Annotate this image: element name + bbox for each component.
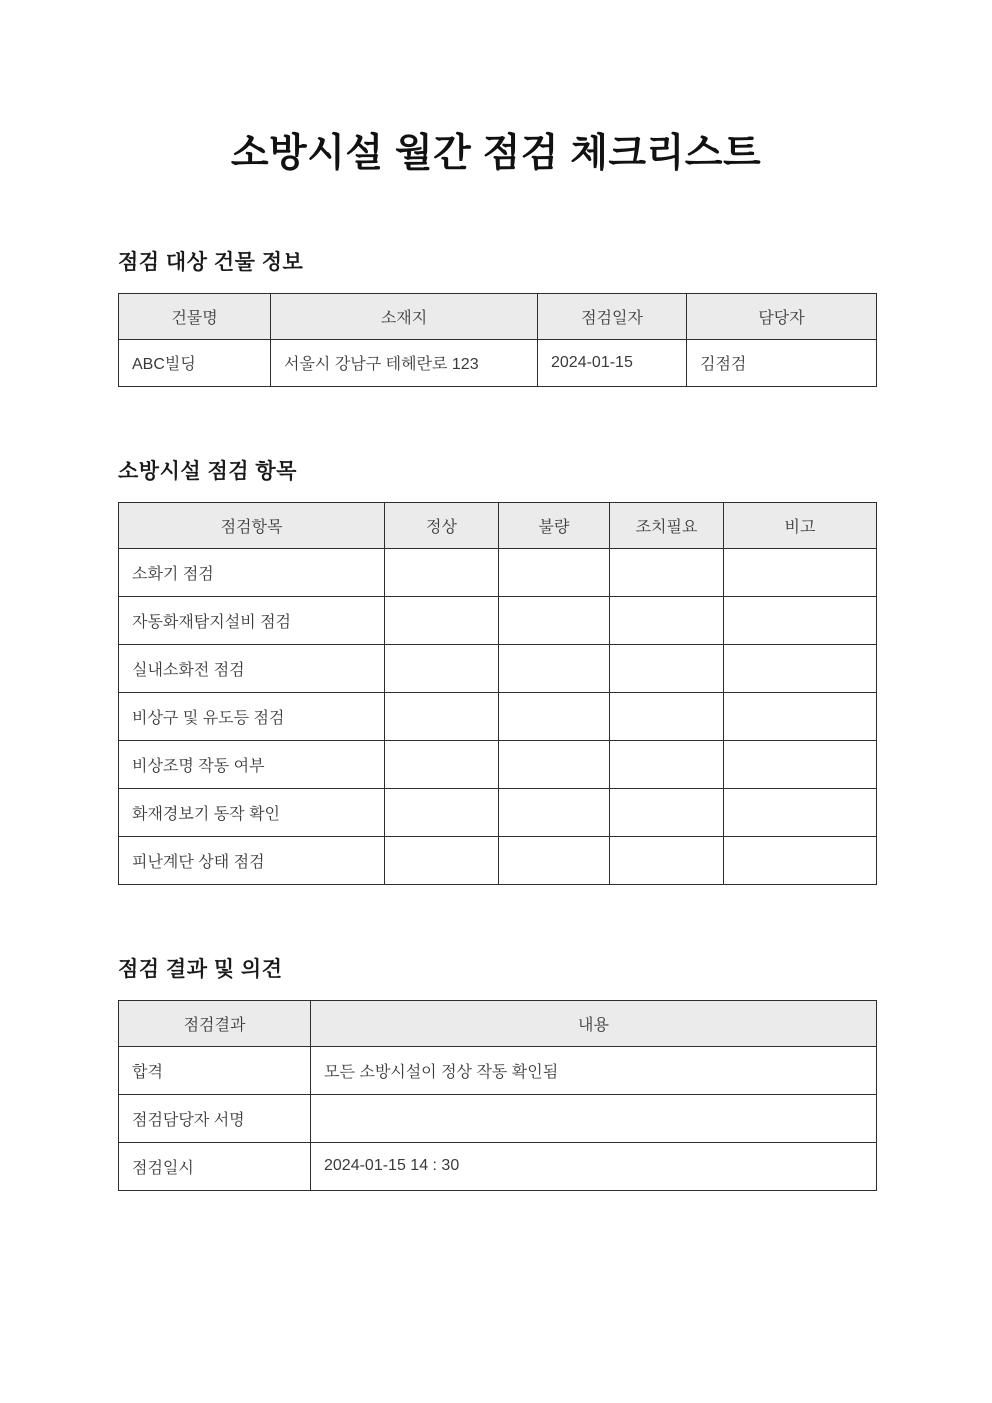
building-info-table-header (119, 293, 877, 339)
table-row (119, 644, 877, 692)
table-row (119, 836, 877, 884)
section-heading-inspection-result: 점검 결과 및 의견 (118, 957, 283, 981)
table-cell (499, 548, 610, 596)
column-header: 조치필요 (610, 502, 724, 548)
header-row (119, 293, 877, 339)
table-cell (610, 596, 724, 644)
table-cell (499, 596, 610, 644)
column-header: 점검항목 (119, 502, 385, 548)
table-cell: 피난계단 상태 점검 (119, 836, 385, 884)
table-cell: 비상구 및 유도등 점검 (119, 692, 385, 740)
table-cell (385, 836, 499, 884)
table-cell: ABC빌딩 (119, 339, 271, 386)
column-header: 점검결과 (119, 1000, 311, 1046)
inspection-items-table-header (119, 502, 877, 548)
column-header: 건물명 (119, 293, 271, 339)
table-cell: 비상조명 작동 여부 (119, 740, 385, 788)
table-cell: 점검일시 (119, 1142, 311, 1190)
table-cell (385, 596, 499, 644)
column-header: 비고 (724, 502, 877, 548)
table-cell (724, 692, 877, 740)
inspection-items-table-body (119, 548, 877, 884)
inspection-result-table (118, 1000, 877, 1191)
inspection-items-table (118, 502, 877, 885)
table-cell (610, 644, 724, 692)
table-cell: 모든 소방시설이 정상 작동 확인됨 (311, 1046, 877, 1094)
table-cell: 점검담당자 서명 (119, 1094, 311, 1142)
table-cell (499, 788, 610, 836)
table-row (119, 339, 877, 386)
column-header: 점검일자 (538, 293, 687, 339)
column-header: 내용 (311, 1000, 877, 1046)
table-cell: 김점검 (687, 339, 877, 386)
document-title: 소방시설 월간 점검 체크리스트 (230, 132, 762, 175)
table-cell: 2024-01-15 14 : 30 (311, 1142, 877, 1190)
header-row (119, 1000, 877, 1046)
table-cell (610, 692, 724, 740)
table-cell: 화재경보기 동작 확인 (119, 788, 385, 836)
column-header: 소재지 (271, 293, 538, 339)
table-cell: 2024-01-15 (538, 339, 687, 386)
column-header: 담당자 (687, 293, 877, 339)
table-cell: 서울시 강남구 테헤란로 123 (271, 339, 538, 386)
building-info-table-body (119, 339, 877, 386)
table-cell (385, 644, 499, 692)
table-cell: 소화기 점검 (119, 548, 385, 596)
table-row (119, 740, 877, 788)
table-row (119, 548, 877, 596)
table-row (119, 596, 877, 644)
inspection-result-table-body (119, 1046, 877, 1190)
table-cell (610, 740, 724, 788)
table-cell: 합격 (119, 1046, 311, 1094)
table-cell (724, 548, 877, 596)
document-content (118, 250, 876, 1191)
table-cell (499, 740, 610, 788)
table-cell (724, 788, 877, 836)
column-header: 정상 (385, 502, 499, 548)
section-heading-inspection-items: 소방시설 점검 항목 (118, 459, 297, 483)
table-cell (385, 788, 499, 836)
column-header: 불량 (499, 502, 610, 548)
table-cell (385, 740, 499, 788)
inspection-result-table-header (119, 1000, 877, 1046)
table-cell (610, 788, 724, 836)
header-row (119, 502, 877, 548)
table-row (119, 788, 877, 836)
table-cell: 실내소화전 점검 (119, 644, 385, 692)
table-cell (499, 836, 610, 884)
table-cell (499, 692, 610, 740)
building-info-table (118, 293, 877, 387)
table-cell (724, 596, 877, 644)
table-cell (610, 836, 724, 884)
section-heading-building-info: 점검 대상 건물 정보 (118, 250, 304, 274)
table-row (119, 692, 877, 740)
table-cell (610, 548, 724, 596)
table-row (119, 1046, 877, 1094)
table-cell (724, 644, 877, 692)
table-row (119, 1142, 877, 1190)
table-cell (311, 1094, 877, 1142)
table-cell (724, 836, 877, 884)
table-cell (385, 548, 499, 596)
table-cell: 자동화재탐지설비 점검 (119, 596, 385, 644)
table-cell (724, 740, 877, 788)
table-row (119, 1094, 877, 1142)
table-cell (385, 692, 499, 740)
table-cell (499, 644, 610, 692)
